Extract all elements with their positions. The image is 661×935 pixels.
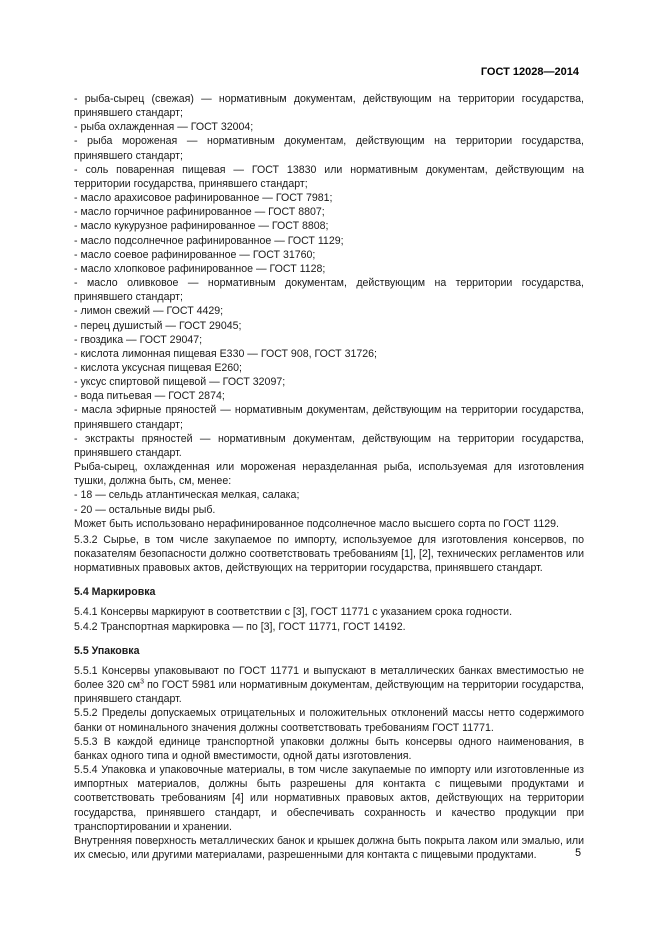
list-item: - масло подсолнечное рафинированное — ГОСТ 1129;	[74, 234, 344, 247]
list-item: - кислота уксусная пищевая Е260;	[74, 361, 242, 374]
paragraph-5-5-1-part-a: 5.5.1 Консервы упаковывают по ГОСТ 11771 и выпускают в металлических банках вместимостью не более 320 см	[74, 664, 584, 692]
paragraph-5-5-1-part-b: по ГОСТ 5981 или нормативным документам, действующим на территории государства, принявшего стандарт.	[74, 679, 584, 706]
list-item: - масло арахисовое рафинированное — ГОСТ 7981;	[74, 192, 333, 205]
list-item: - 20 — остальные виды рыб.	[74, 503, 216, 516]
paragraph-5-5-3: 5.5.3 В каждой единице транспортной упаковки должны быть консервы одного наименования, в банках одного типа и одной вместимости, одной даты изготовления.	[74, 735, 584, 762]
paragraph-5-4-2: 5.4.2 Транспортная маркировка — по [3], ГОСТ 11771, ГОСТ 14192.	[74, 620, 406, 633]
list-item: - масло оливковое — нормативным документам, действующим на территории государства, принявшего стандарт;	[74, 277, 584, 304]
list-item: - масло соевое рафинированное — ГОСТ 31760;	[74, 248, 316, 261]
list-item: - 18 — сельдь атлантическая мелкая, салака;	[74, 489, 300, 502]
oil-note: Может быть использовано нерафинированное подсолнечное масло высшего сорта по ГОСТ 1129.	[74, 517, 559, 530]
list-item: - уксус спиртовой пищевой — ГОСТ 32097;	[74, 376, 286, 389]
paragraph-5-5-4: 5.5.4 Упаковка и упаковочные материалы, в том числе закупаемые по импорту или изготовленные из импортных материалов, должны быть разрешены для контакта с пищевыми продуктами и соответствовать требованиям [4] или нормативных правовых актов, действующих на территории государства, принявшего стандарт, и обеспечивать сохранность и качество продукции при транспортировании и хранении.	[74, 764, 584, 833]
list-item: - масло горчичное рафинированное — ГОСТ 8807;	[74, 206, 325, 219]
section-heading-5-5: 5.5 Упаковка	[74, 644, 140, 657]
list-item: - рыба мороженая — нормативным документам, действующим на территории государства, принявшего стандарт;	[74, 135, 584, 162]
list-item: - экстракты пряностей — нормативным документам, действующим на территории государства, принявшего стандарт.	[74, 432, 584, 459]
list-item: - рыба охлажденная — ГОСТ 32004;	[74, 121, 254, 134]
list-item: - перец душистый — ГОСТ 29045;	[74, 319, 242, 332]
list-item: - лимон свежий — ГОСТ 4429;	[74, 305, 224, 318]
raw-materials-list	[74, 92, 584, 460]
list-item: - кислота лимонная пищевая Е330 — ГОСТ 908, ГОСТ 31726;	[74, 347, 377, 360]
paragraph-5-5-2: 5.5.2 Пределы допускаемых отрицательных и положительных отклонений массы нетто содержимого банки от номинального значения должны соответствовать требованиям ГОСТ 11771.	[74, 707, 584, 734]
list-item: - соль поваренная пищевая — ГОСТ 13830 или нормативным документам, действующим на территории государства, принявшего стандарт;	[74, 163, 584, 190]
list-item: - рыба-сырец (свежая) — нормативным документам, действующим на территории государства, принявшего стандарт;	[74, 93, 584, 120]
document-code: ГОСТ 12028—2014	[480, 66, 579, 78]
list-item: - вода питьевая — ГОСТ 2874;	[74, 390, 225, 403]
superscript-cubic: 3	[140, 678, 144, 686]
list-item: - масло кукурузное рафинированное — ГОСТ 8808;	[74, 220, 329, 233]
list-item: - гвоздика — ГОСТ 29047;	[74, 333, 203, 346]
paragraph-5-3-2: 5.3.2 Сырье, в том числе закупаемое по импорту, используемое для изготовления консервов, по показателям безопасности должно соответствовать требованиям [1], [2], технических регламентов или нормативных правовых актов, действующих на территории государства, принявшего стандарт.	[74, 533, 584, 575]
list-item: - масла эфирные пряностей — нормативным документам, действующим на территории государства, принявшего стандарт;	[74, 404, 584, 431]
paragraph-5-5-1	[74, 664, 584, 706]
page-body	[74, 92, 584, 862]
paragraph-5-5-4-coating: Внутренняя поверхность металлических банок и крышек должна быть покрыта лаком или эмалью, или их смесью, или другими материалами, разрешенными для контакта с пищевыми продуктами.	[74, 834, 584, 861]
page-number: 5	[575, 847, 581, 859]
list-item: - масло хлопковое рафинированное — ГОСТ 1128;	[74, 262, 326, 275]
section-heading-5-4: 5.4 Маркировка	[74, 586, 156, 599]
paragraph-5-4-1: 5.4.1 Консервы маркируют в соответствии с [3], ГОСТ 11771 с указанием срока годности.	[74, 606, 513, 619]
fish-size-intro: Рыба-сырец, охлажденная или мороженая неразделанная рыба, используемая для изготовления тушки, должна быть, см, менее:	[74, 461, 584, 488]
